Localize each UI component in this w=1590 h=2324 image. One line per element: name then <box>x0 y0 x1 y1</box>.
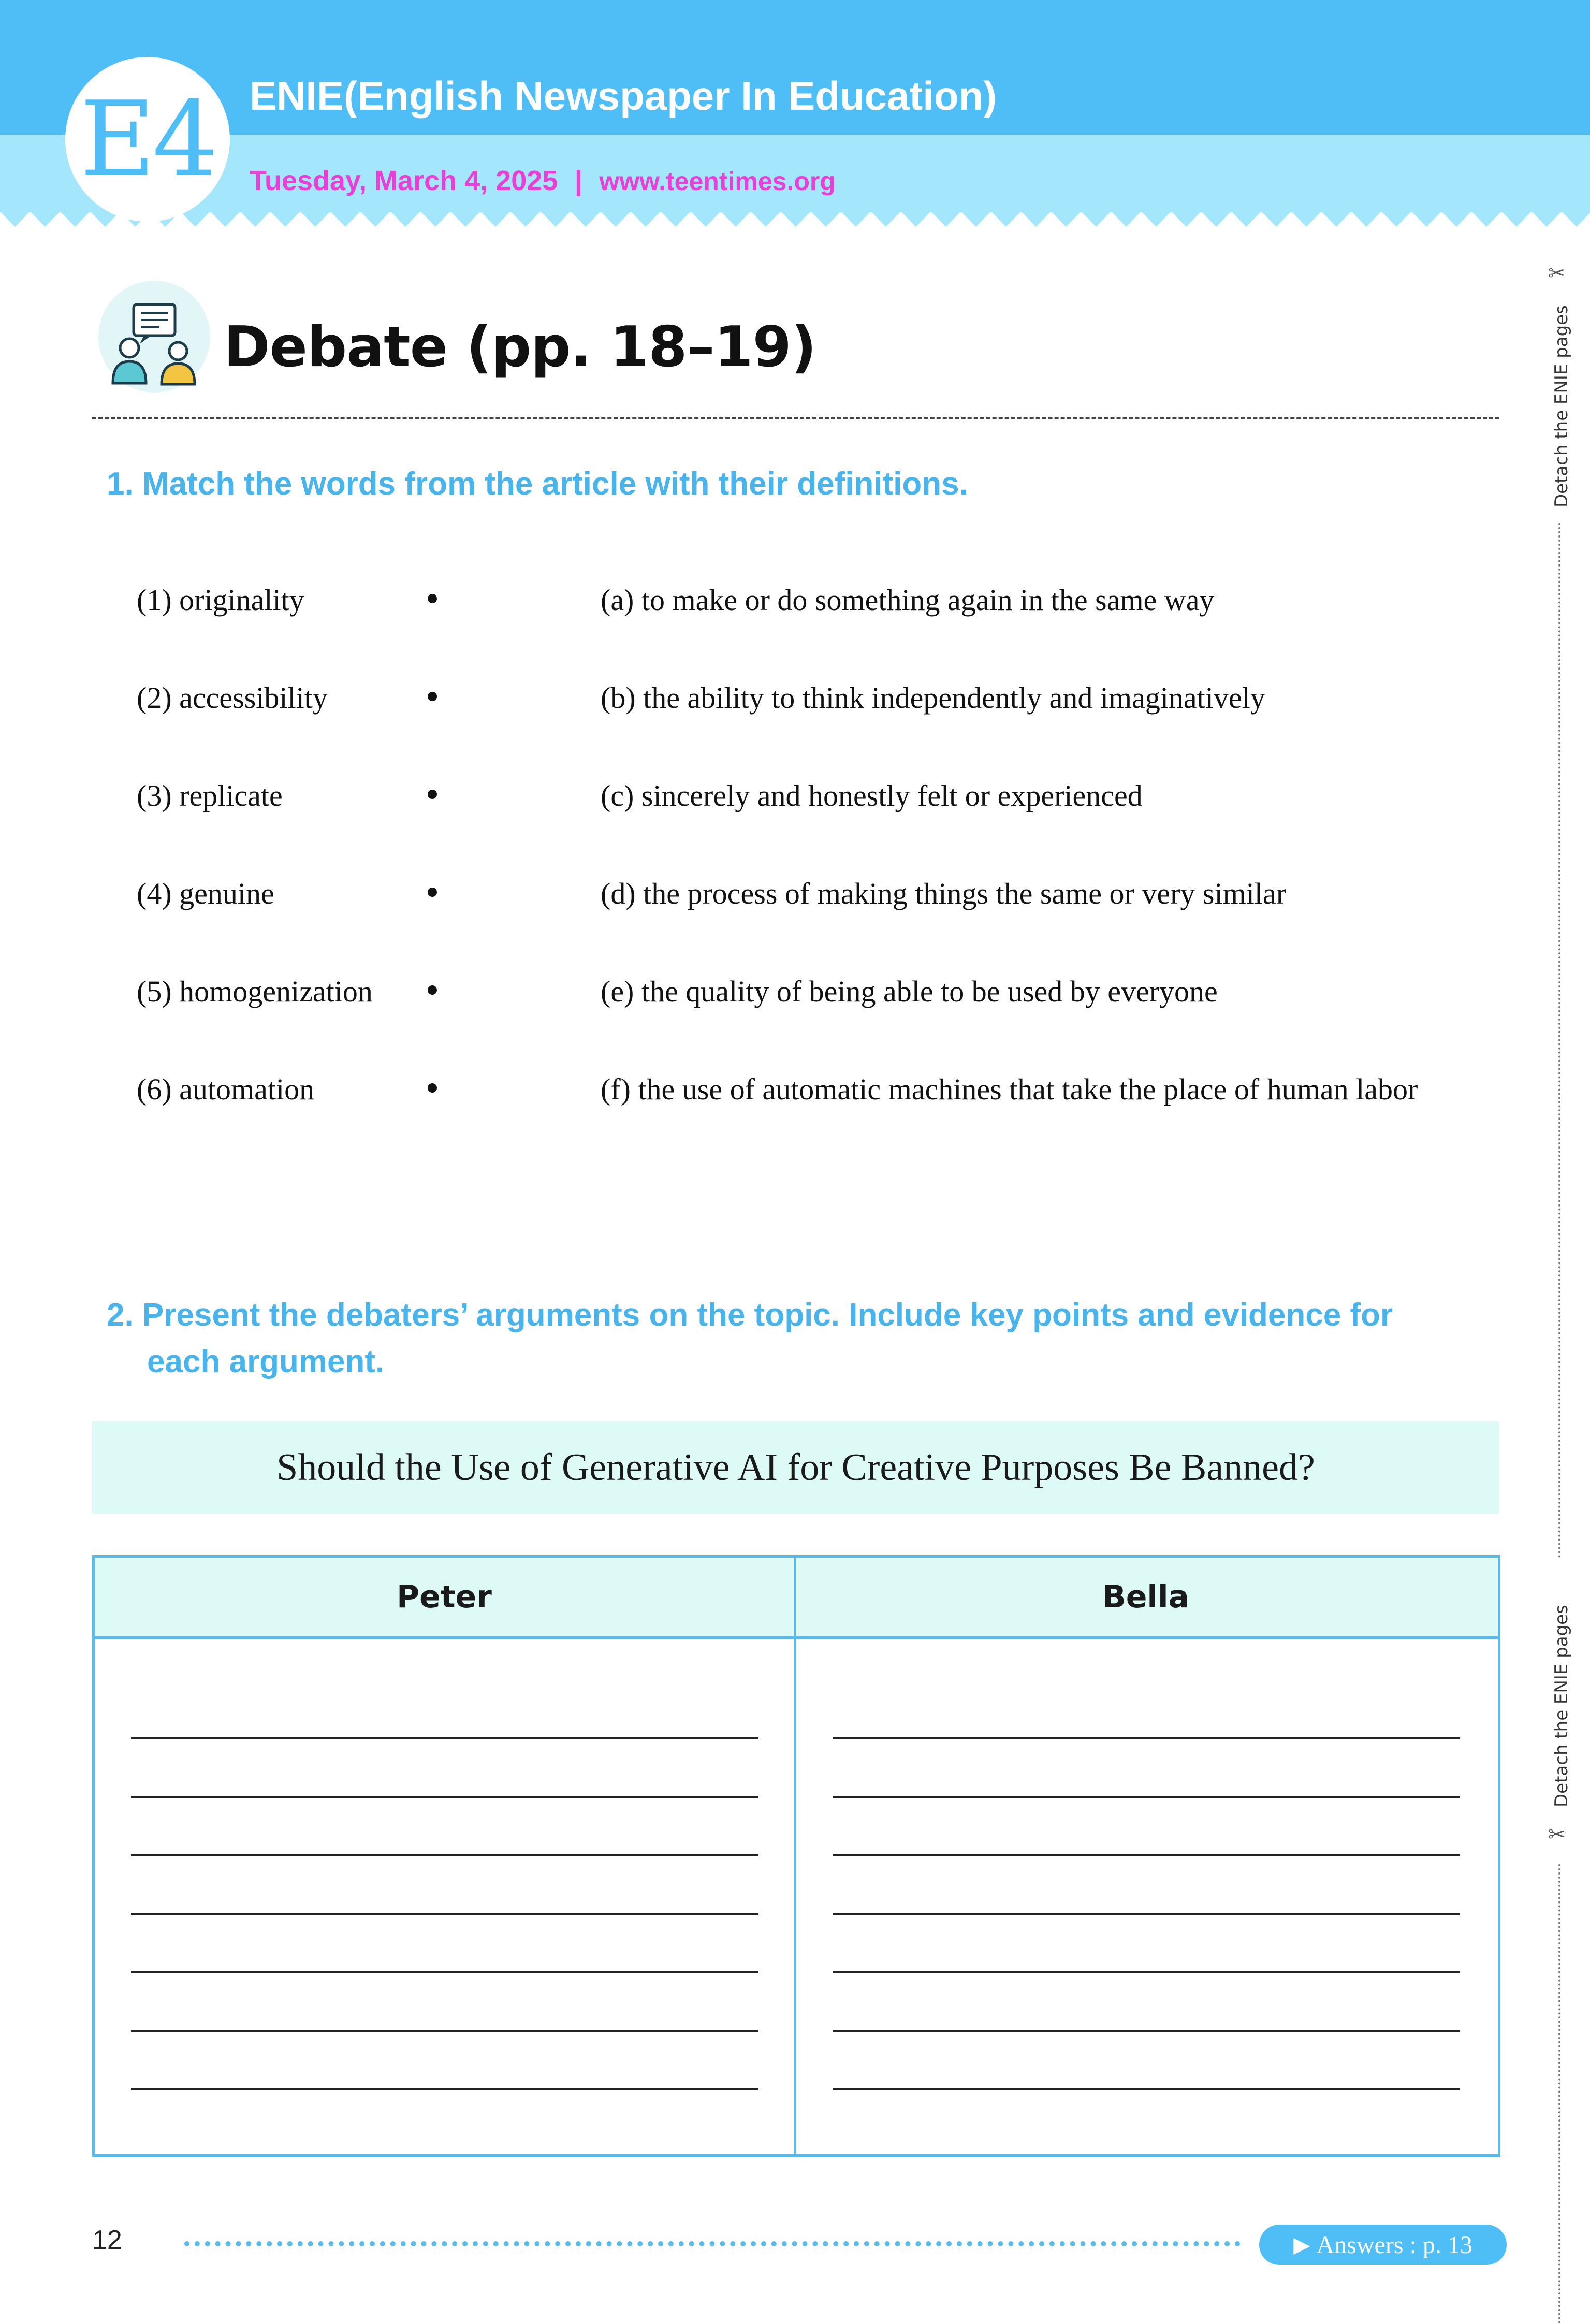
bella-answer-line[interactable] <box>833 1854 1460 1856</box>
detach-dotted-line-lower <box>1558 1864 1560 2324</box>
match-dot[interactable] <box>428 594 437 603</box>
argument-table <box>92 1555 1500 2157</box>
header-zigzag-edge <box>0 211 1590 242</box>
match-definition: (d) the process of making things the same or very similar <box>601 877 1287 910</box>
match-dot[interactable] <box>428 985 437 995</box>
debate-people-icon <box>97 280 211 394</box>
match-dot[interactable] <box>428 692 437 701</box>
answers-button[interactable] <box>1259 2225 1507 2265</box>
answers-label: Answers : p. 13 <box>1316 2231 1472 2259</box>
match-row <box>0 876 1590 928</box>
scissors-icon: ✂ <box>1548 262 1566 285</box>
badge-label: E4 <box>80 79 215 200</box>
peter-answer-line[interactable] <box>131 1737 758 1739</box>
question-2-heading-line1: 2. Present the debaters’ arguments on the topic. Include key points and evidence for <box>107 1297 1393 1333</box>
column-header-peter: Peter <box>397 1579 492 1615</box>
match-row <box>0 974 1590 1026</box>
bella-answer-line[interactable] <box>833 1913 1460 1915</box>
page-number: 12 <box>92 2225 122 2255</box>
detach-label-upper: Detach the ENIE pages <box>1551 305 1572 507</box>
bella-answer-line[interactable] <box>833 1737 1460 1739</box>
peter-answer-line[interactable] <box>131 2030 758 2032</box>
debate-topic: Should the Use of Generative AI for Creative Purposes Be Banned? <box>92 1421 1499 1514</box>
match-term: (6) automation <box>137 1072 315 1106</box>
question-2-heading-line2: each argument. <box>147 1344 385 1379</box>
section-title: Debate (pp. 18–19) <box>224 315 816 380</box>
match-row <box>0 583 1590 634</box>
publication-meta <box>250 165 836 197</box>
footer-dotted-line <box>184 2241 1241 2246</box>
match-term: (3) replicate <box>137 779 283 812</box>
peter-answer-line[interactable] <box>131 1971 758 1973</box>
match-dot[interactable] <box>428 1083 437 1093</box>
bella-answer-line[interactable] <box>833 2088 1460 2090</box>
bella-answer-line[interactable] <box>833 2030 1460 2032</box>
meta-separator: | <box>574 165 582 196</box>
question-1-heading: 1. Match the words from the article with their definitions. <box>107 466 968 502</box>
peter-answer-line[interactable] <box>131 1854 758 1856</box>
match-term: (5) homogenization <box>137 975 373 1008</box>
match-definition: (b) the ability to think independently and imaginatively <box>601 681 1265 715</box>
match-row <box>0 680 1590 732</box>
column-header-bella: Bella <box>1102 1579 1190 1615</box>
detach-dotted-line-upper <box>1558 523 1560 1559</box>
bella-answer-line[interactable] <box>833 1971 1460 1973</box>
question-2-heading <box>107 1292 1494 1385</box>
column-divider <box>794 1558 796 2154</box>
bella-answer-line[interactable] <box>833 1796 1460 1798</box>
dashed-divider <box>92 417 1499 419</box>
detach-label-lower: Detach the ENIE pages <box>1551 1605 1572 1807</box>
peter-answer-line[interactable] <box>131 1796 758 1798</box>
match-term: (4) genuine <box>137 877 274 910</box>
match-dot[interactable] <box>428 888 437 897</box>
match-term: (2) accessibility <box>137 681 328 715</box>
match-definition: (a) to make or do something again in the same way <box>601 583 1215 617</box>
play-triangle-icon: ▶ <box>1293 2233 1310 2257</box>
match-row <box>0 1072 1590 1124</box>
peter-answer-line[interactable] <box>131 2088 758 2090</box>
publication-title: ENIE(English Newspaper In Education) <box>250 73 997 119</box>
peter-answer-line[interactable] <box>131 1913 758 1915</box>
match-definition: (e) the quality of being able to be used by everyone <box>601 975 1218 1008</box>
match-dot[interactable] <box>428 790 437 799</box>
match-definition: (c) sincerely and honestly felt or experienced <box>601 779 1143 812</box>
match-term: (1) originality <box>137 583 304 617</box>
match-definition: (f) the use of automatic machines that take the place of human labor <box>601 1072 1418 1106</box>
match-row <box>0 778 1590 830</box>
website-link[interactable]: www.teentimes.org <box>599 167 836 196</box>
section-badge <box>65 57 230 222</box>
issue-date: Tuesday, March 4, 2025 <box>250 165 558 196</box>
scissors-icon: ✂ <box>1548 1823 1566 1847</box>
